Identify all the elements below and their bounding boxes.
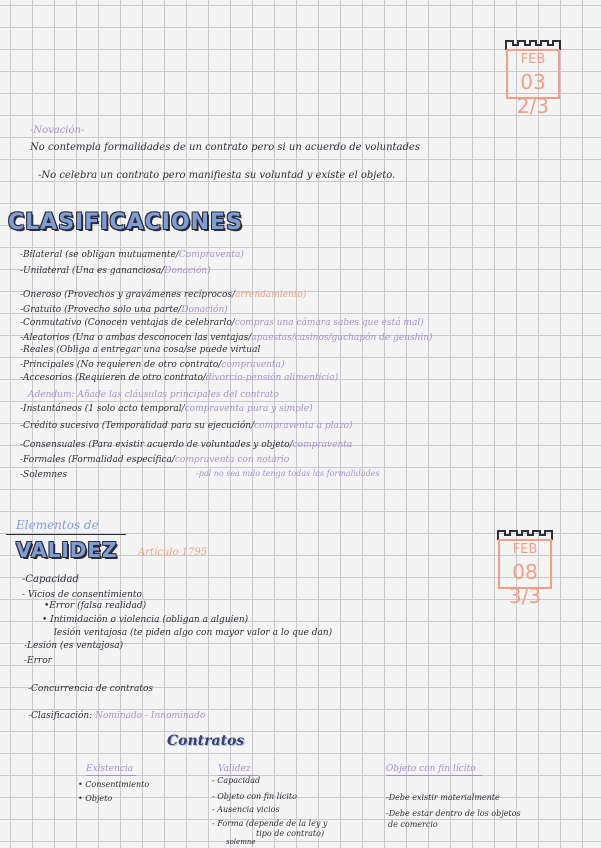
- clasificacion-item: -Reales (Obliga a entregar una cosa/se puede virtual: [20, 345, 261, 355]
- validez-underline: [6, 534, 126, 535]
- validez-item: solemne: [226, 838, 256, 846]
- objeto-underline: [386, 775, 482, 776]
- clasificacion-item: Adendum: Añade las cláusulas principales del contrato: [28, 390, 279, 400]
- clasificaciones-title: CLASIFICACIONES: [8, 210, 243, 235]
- calendar-day: 08 3/3: [508, 560, 542, 608]
- validez-clasificacion: -Clasificación: Nominado - Innominado: [28, 711, 206, 721]
- validez-line: -Lesión (es ventajosa): [24, 641, 124, 651]
- clasificacion-item: -Solemnes: [20, 470, 68, 480]
- calendar-month: FEB: [512, 542, 538, 557]
- clasificacion-item: -Conmutativo (Conocen ventajas de celebrarlo/compras una cámara sabes que está mal): [20, 318, 424, 328]
- objeto-item: -Debe existir materialmente: [386, 793, 500, 802]
- validez-line: •Error (falsa realidad): [44, 601, 147, 611]
- objeto-item: -Debe estar dentro de los objetos: [386, 809, 521, 818]
- clasificacion-item: -Principales (No requieren de otro contrato/compraventa): [20, 360, 285, 370]
- calendar-sticker: [504, 38, 562, 118]
- clasificacion-item: -Oneroso (Provechos y gravámenes recíprocos/arrendamiento): [20, 290, 307, 300]
- validez-line: • Intimidación o violencia (obligan a alguien): [42, 615, 249, 625]
- existencia-underline: [86, 775, 136, 776]
- clasificacion-item: -Formales (Formalidad específica/compraventa con notario: [20, 455, 290, 465]
- validez-item: tipo de contrato): [256, 829, 325, 838]
- validez-article: Artículo 1795: [138, 547, 208, 558]
- validez-item: - Forma (depende de la ley y: [212, 819, 328, 828]
- validez-line: -Capacidad: [22, 574, 79, 585]
- calendar-month: FEB: [520, 52, 546, 67]
- calendar-day: 03 2/3: [516, 70, 550, 118]
- validez-line: -Concurrencia de contratos: [28, 684, 153, 694]
- clasificacion-item: -Accesorios (Requieren de otro contrato/divorcio-pensión alimenticia): [20, 373, 339, 383]
- validez-line: - Vicios de consentimiento: [22, 590, 142, 600]
- existencia-heading: Existencia: [86, 764, 134, 774]
- clasificacion-item: -Unilateral (Una es gananciosa/Donación): [20, 266, 211, 276]
- clasificacion-item-note: -pal no sea nulo tenga todas las formalidades: [196, 469, 380, 478]
- clasificacion-item: -Bilateral (se obligan mutuamente/Compraventa): [20, 250, 244, 260]
- validez-line: lesión ventajosa (te piden algo con mayor valor a lo que dan): [54, 628, 333, 638]
- clasificacion-item: -Gratuito (Provecho solo una parte/Donación): [20, 305, 228, 315]
- validez-item: - Capacidad: [212, 776, 261, 785]
- novacion-line-2: -No celebra un contrato pero manifiesta su voluntad y existe el objeto.: [38, 170, 396, 181]
- validez-title: VALIDEZ: [16, 538, 118, 562]
- validez-item: - Objeto con fin lícito: [212, 792, 297, 801]
- validez-item: - Ausencia vicios: [212, 805, 280, 814]
- clasificacion-item: -Consensuales (Para existir acuerdo de voluntades y objeto/compraventa: [20, 440, 353, 450]
- objeto-item: de comercio: [388, 820, 438, 829]
- clasificacion-item: -Instantáneos (1 solo acto temporal/compraventa pura y simple): [20, 404, 313, 414]
- objeto-heading: Objeto con fin lícito: [386, 764, 476, 774]
- existencia-item: • Objeto: [78, 794, 113, 803]
- clasificacion-item: -Aleatorios (Una o ambas desconocen las ventajas/apuestas/casinos/guchapón de genshin): [20, 333, 433, 343]
- novacion-heading: -Novación-: [30, 125, 85, 136]
- validez-heading: Validez: [218, 764, 251, 774]
- validez-line: -Error: [24, 656, 52, 666]
- novacion-line-1: No contempla formalidades de un contrato pero si un acuerdo de voluntades: [30, 142, 420, 153]
- existencia-item: • Consentimiento: [78, 780, 150, 789]
- validez-subtitle: Elementos de: [16, 518, 99, 532]
- calendar-sticker: [496, 528, 554, 608]
- clasificacion-item: -Crédito sucesivo (Temporalidad para su ejecución/compraventa a plazo): [20, 421, 353, 431]
- contratos-title: Contratos: [167, 733, 245, 749]
